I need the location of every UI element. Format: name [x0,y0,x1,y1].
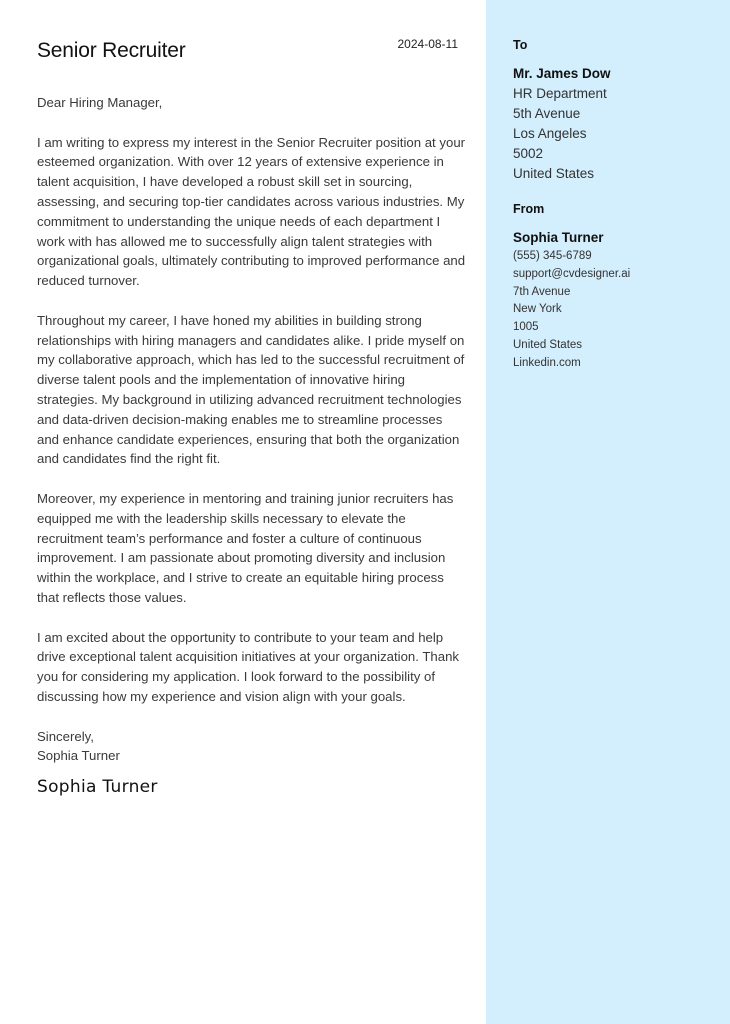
sender-country: United States [513,338,583,351]
recipient-department: HR Department [513,86,607,101]
recipient-block [513,38,611,184]
recipient-address [513,84,611,184]
recipient-country: United States [513,166,595,181]
sender-phone: (555) 345-6789 [513,250,592,262]
sender-linkedin[interactable]: Linkedin.com [513,356,581,369]
sender-email[interactable]: support@cvdesigner.ai [513,267,631,280]
sidebar [486,0,730,1024]
recipient-postal-code: 5002 [513,146,544,161]
recipient-city: Los Angeles [513,126,587,141]
page-title: Senior Recruiter [37,39,186,62]
sender-details [513,248,630,373]
sender-name: Sophia Turner [513,230,604,245]
letter-body [37,93,467,798]
sender-postal-code: 1005 [513,321,539,334]
sender-city: New York [513,303,562,316]
to-heading: To [513,38,528,52]
salutation: Dear Hiring Manager, [37,95,163,110]
paragraph-4: I am excited about the opportunity to contribute to your team and help drive exceptional talent acquisition initiatives at your organization. Thank you for considering my application. I look forward to the possibility of discussing how my experience and vision align with your goals. [37,629,459,704]
signature: Sophia Turner [37,777,158,798]
paragraph-3: Moreover, my experience in mentoring and training junior recruiters has equipped me with the leadership skills necessary to elevate the recruitment team’s performance and foster a culture of continuous improvement. I am passionate about promoting diversity and inclusion within the workplace, and I strive to create an equitable hiring process that reflects those values. [37,490,454,605]
sender-block [513,202,630,373]
closing-name: Sophia Turner [37,748,120,764]
sender-street: 7th Avenue [513,285,571,298]
recipient-street: 5th Avenue [513,106,581,121]
paragraph-1: I am writing to express my interest in the Senior Recruiter position at your esteemed organization. With over 12 years of extensive experience in talent acquisition, I have developed a robust skill set in sourcing, assessing, and securing top-tier candidates across various industries. My commitment to understanding the unique needs of each department I work with has allowed me to successfully align talent strategies with organizational goals, ultimately contributing to improved performance and reduced turnover. [37,134,466,289]
recipient-name: Mr. James Dow [513,66,611,81]
letter-date: 2024-08-11 [397,37,458,51]
closing: Sincerely, [37,728,94,744]
from-heading: From [513,202,545,216]
paragraph-2: Throughout my career, I have honed my abilities in building strong relationships with hiring managers and candidates alike. I pride myself on my collaborative approach, which has led to the successful recruitment of diverse talent pools and the implementation of innovative hiring strategies. My background in utilizing advanced recruitment technologies and data-driven decision-making enables me to streamline processes and enhance candidate experiences, ensuring that both the organization and candidates find the right fit. [37,312,465,467]
